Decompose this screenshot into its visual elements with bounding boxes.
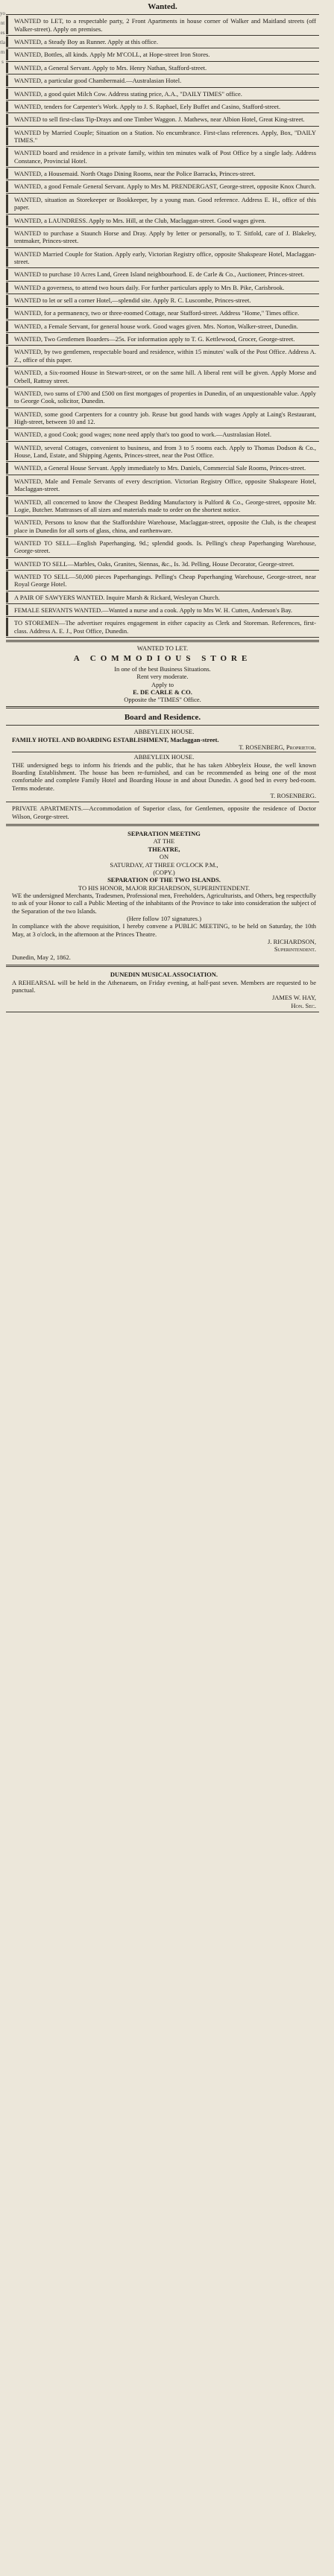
- wanted-ad-text: WANTED, a particular good Chambermaid.—Australasian Hotel.: [14, 77, 182, 85]
- wanted-ad: [6, 37, 319, 47]
- rule: [6, 35, 319, 36]
- wanted-ad-text: WANTED, a General House Servant. Apply immediately to Mrs. Daniels, Commercial Sale Rooms, Princes-street.: [14, 464, 306, 472]
- to-let-heading: WANTED TO LET.: [136, 644, 189, 653]
- wanted-ad-text: WANTED, some good Carpenters for a country job. Reuse but good hands with wages Apply at Laing's Restaurant, High-street, between 10 and 12.: [14, 410, 316, 425]
- rule: [6, 965, 319, 967]
- private-apartments-ad: [6, 803, 319, 822]
- rule: [6, 515, 319, 516]
- wanted-ad: [6, 409, 319, 428]
- wanted-ad: [6, 147, 319, 166]
- wanted-ad: [6, 321, 319, 331]
- wanted-ad-text: WANTED by Married Couple; Situation on a Station. No encumbrance. First-class references. Apply, Box, "DAILY TIMES.": [14, 128, 316, 144]
- rule: [6, 570, 319, 571]
- wanted-ad: [6, 49, 319, 60]
- wanted-ad: [6, 538, 319, 556]
- separation-body: WE the undersigned Merchants, Tradesmen, Professional men, Freeholders, Agriculturists, and Others, beg respectfully to ask of your Honor to call a Public Meeting of the inhabitants of the Province to take into consideration the subject of the Separation of the two Islands.: [12, 891, 316, 915]
- abbeyleix-proprietor: T. ROSENBERG, Proprietor.: [239, 743, 316, 751]
- rule: [6, 167, 319, 168]
- wanted-ad: [6, 308, 319, 318]
- wanted-ad-text: WANTED TO SELL—English Paperhanging, 9d.; splendid goods. Is. Pelling's cheap Paperhanging Warehouse, George-street.: [14, 539, 316, 555]
- wanted-ad-text: WANTED, a Female Servant, for general house work. Good wages given. Mrs. Norton, Walker-street, Dunedin.: [14, 322, 298, 330]
- wanted-ad: [6, 517, 319, 536]
- wanted-ad: [6, 618, 319, 636]
- wanted-ad: [6, 63, 319, 73]
- rule: [6, 461, 319, 462]
- wanted-ad: [6, 295, 319, 305]
- wanted-ad: [6, 249, 319, 267]
- wanted-ad-text: WANTED to purchase 10 Acres Land, Green Island neighbourhood. E. de Carle & Co., Auctioneer, Princes-street.: [14, 270, 305, 279]
- to-let-line: In one of the best Business Situations.: [114, 664, 211, 673]
- wanted-ad-text: WANTED, a good Female General Servant. Apply to Mrs M. PRENDERGAST, George-street, opposite Knox Church.: [14, 183, 316, 191]
- to-let-agent: E. DE CARLE & CO.: [133, 688, 192, 697]
- private-apartments-text: PRIVATE APARTMENTS.—Accommodation of Superior class, for Gentlemen, opposite the residence of Doctor Wilson, George-street.: [12, 805, 316, 820]
- rule: [6, 824, 319, 826]
- wanted-ad: [6, 127, 319, 146]
- separation-theatre: THEATRE,: [148, 845, 180, 853]
- abbeyleix-ad: [6, 726, 319, 801]
- wanted-ad-text: WANTED Married Couple for Station. Apply early, Victorian Registry office, opposite Shakspeare Hotel, Maclaggan-street.: [14, 250, 316, 265]
- wanted-ad-text: FEMALE SERVANTS WANTED.—Wanted a nurse and a cook. Apply to Mrs W. H. Cutten, Anderson's Bay.: [14, 606, 293, 615]
- wanted-ad-text: WANTED, a Steady Boy as Runner. Apply at this office.: [14, 38, 158, 46]
- wanted-ad: [6, 114, 319, 124]
- wanted-ad-text: WANTED board and residence in a private family, within ten minutes walk of Post Office by a single lady. Address Constance, Provincial Hotel.: [14, 149, 316, 165]
- wanted-ad-text: WANTED, for a permanency, two or three-roomed Cottage, near Stafford-street. Address "Home," Times office.: [14, 309, 300, 317]
- to-let-apply: Apply to: [151, 680, 174, 688]
- rule: [6, 345, 319, 346]
- wanted-ad: [6, 269, 319, 279]
- rule: [6, 87, 319, 88]
- rule: [6, 126, 319, 127]
- separation-title: SEPARATION MEETING: [127, 830, 201, 838]
- wanted-ad-text: WANTED, Two Gentlemen Boarders—25s. For information apply to T. G. Kettlewood, Grocer, George-street.: [14, 335, 295, 343]
- abbeyleix-name-2: ABBEYLEIX HOUSE.: [133, 753, 195, 761]
- wanted-ad-text: WANTED, situation as Storekeeper or Bookkeeper, by a young man. Good reference. Address E. H., office of this paper.: [14, 195, 316, 212]
- wanted-ad-text: WANTED to sell first-class Tip-Drays and one Timber Waggon. J. Mathews, near Albion Hotel, Great King-street.: [14, 115, 305, 124]
- wanted-ad-text: WANTED, a Housemaid. North Otago Dining Rooms, near the Police Barracks, Princes-street.: [14, 170, 256, 178]
- rule: [6, 214, 319, 215]
- wanted-ad-text: WANTED, Male and Female Servants of every description. Victorian Registry Office, opposite Shakspeare Hotel, Maclaggan-street.: [14, 477, 316, 493]
- wanted-ad-text: WANTED, several Cottages, convenient to business, and from 3 to 5 rooms each. Apply to Thomas Dodson & Co., House, Land, Estate, and Shipping Agents, Princes-street, near the Post Office.: [14, 443, 316, 460]
- wanted-ad-text: WANTED, Bottles, all kinds. Apply Mr M'COLL, at Hope-street Iron Stores.: [14, 51, 210, 59]
- to-let-title: A COMMODIOUS STORE: [73, 653, 252, 663]
- wanted-ad-text: WANTED a governess, to attend two hours daily. For further particulars apply to Mrs B. Pike, Carisbrook.: [14, 283, 285, 291]
- wanted-ad: [6, 592, 319, 603]
- musical-body: A REHEARSAL will be held in the Athenaeum, on Friday evening, at half-past seven. Members are requested to be punctual.: [12, 978, 316, 994]
- rule: [6, 226, 319, 227]
- rule: [6, 247, 319, 248]
- separation-on: ON: [159, 853, 169, 861]
- wanted-ad: [6, 168, 319, 179]
- wanted-ad-text: WANTED to LET, to a respectable party, 2 Front Apartments in house corner of Walker and Maitland streets (off Walker-street). Apply on premises.: [14, 17, 316, 33]
- wanted-ad-text: WANTED to purchase a Staunch Horse and Dray. Apply by letter or personally, to T. Sitfold, care of J. Blakeley, tentmaker, Princes-street.: [14, 229, 316, 245]
- abbeyleix-body: THE undersigned begs to inform his friends and the public, that he has taken Abbeyleix House, the well known Boarding Establishment. The house has been re-furnished, and can be recommended as being one of the most comfortable and complete Family Hotel and Boarding House in and about Dunedin. A good bed in every bed-room. Terms moderate.: [12, 761, 316, 792]
- wanted-ad: [6, 75, 319, 86]
- musical-role: Hon. Sec.: [291, 1001, 316, 1009]
- musical-title: DUNEDIN MUSICAL ASSOCIATION.: [110, 971, 218, 979]
- wanted-ad: [6, 228, 319, 247]
- wanted-ad-text: WANTED, a General Servant. Apply to Mrs. Henry Nathan, Stafford-street.: [14, 63, 207, 72]
- rule: [6, 495, 319, 496]
- musical-sign: JAMES W. HAY,: [271, 994, 316, 1002]
- rule: [6, 146, 319, 147]
- wanted-ad: [6, 463, 319, 473]
- separation-sign: J. RICHARDSON,: [268, 938, 316, 946]
- wanted-ad-text: WANTED to let or sell a corner Hotel,—splendid site. Apply R. C. Luscombe, Princes-street.: [14, 296, 251, 305]
- rule: [6, 281, 319, 282]
- to-let-rent: Rent very moderate.: [136, 673, 189, 681]
- wanted-ad-text: WANTED, a good Cook; good wages; none need apply that's too good to work.—Australasian Hotel.: [14, 431, 272, 439]
- rule: [6, 407, 319, 408]
- wanted-ad-text: WANTED, a LAUNDRESS. Apply to Mrs. Hill, at the Club, Maclaggan-street. Good wages given.: [14, 216, 266, 224]
- separation-meeting-ad: [6, 828, 319, 962]
- wanted-ad: [6, 346, 319, 365]
- wanted-ad-text: TO STOREMEN—The advertiser requires engagement in either capacity as Clerk and Storeman. References, first-class. Address A. E. J., Post Office, Dunedin.: [14, 619, 316, 635]
- rule: [6, 306, 319, 307]
- rule: [6, 725, 319, 726]
- wanted-ad-text: WANTED, by two gentlemen, respectable board and residence, within 15 minutes' walk of the Post Office. Address A. Z., office of this paper.: [14, 348, 316, 364]
- rule: [6, 557, 319, 558]
- rule: [6, 536, 319, 537]
- separation-role: Superintendent.: [274, 945, 316, 954]
- wanted-ad: [6, 194, 319, 213]
- wanted-ad-text: WANTED, Persons to know that the Staffordshire Warehouse, Maclaggan-street, opposite the Club, is the cheapest place in Dunedin for all sorts of glass, china, and earthenware.: [14, 518, 316, 534]
- section-heading-wanted: Wanted.: [148, 2, 177, 11]
- wanted-ad: [6, 16, 319, 34]
- abbeyleix-sign: T. ROSENBERG.: [270, 792, 316, 800]
- wanted-ad: [6, 101, 319, 112]
- rule: [6, 616, 319, 617]
- wanted-ad-text: WANTED, all concerned to know the Cheapest Bedding Manufactory is Pulford & Co., George-street, opposite Mr. Logie, Butcher. Mattrasses of all sizes and materials made to order on the shortest notice.: [14, 498, 316, 513]
- separation-to: TO HIS HONOR, MAJOR RICHARDSON, SUPERINTENDENT.: [78, 883, 250, 892]
- rule: [6, 332, 319, 333]
- newspaper-column: [6, 0, 319, 1013]
- wanted-ad-text: WANTED, a Six-roomed House in Stewart-street, or on the same hill. A liberal rent will be given. Apply Morse and Orbell, Rattray street.: [14, 369, 316, 384]
- wanted-ad-text: WANTED TO SELL—Marbles, Oaks, Granites, Siennas, &c., Is. 3d. Pelling, House Decorator, George-street.: [14, 559, 294, 568]
- separation-at-the: AT THE: [153, 837, 175, 846]
- wanted-ad: [6, 367, 319, 386]
- wanted-ad: [6, 429, 319, 440]
- rule: [6, 267, 319, 268]
- wanted-ad: [6, 476, 319, 495]
- rule: [6, 640, 319, 642]
- wanted-ad-text: WANTED TO SELL—50,000 pieces Paperhangings. Pelling's Cheap Paperhanging Warehouse, George-street, near Royal George Hotel.: [14, 573, 316, 589]
- wanted-ads: [6, 16, 319, 638]
- to-let-address: Opposite the "TIMES" Office.: [124, 696, 201, 704]
- separation-follow: (Here follow 107 signatures.): [126, 915, 202, 923]
- rule: [6, 61, 319, 62]
- rule: [6, 637, 319, 638]
- wanted-ad: [6, 442, 319, 461]
- wanted-ad-text: WANTED, two sums of £700 and £500 on first mortgages of properties in Dunedin, of an unquestionable value. Apply to George Cook, solicitor, Dunedin.: [14, 389, 316, 405]
- wanted-ad-text: WANTED, a good quiet Milch Cow. Address stating price, A.A., "DAILY TIMES" office.: [14, 89, 242, 98]
- wanted-ad-text: A PAIR OF SAWYERS WANTED. Inquire Marsh & Rickard, Wesleyan Church.: [14, 593, 220, 601]
- rule: [6, 112, 319, 113]
- abbeyleix-name: ABBEYLEIX HOUSE.: [133, 728, 195, 736]
- separation-compliance: In compliance with the above requisition, I hereby convene a PUBLIC MEETING, to be held on Saturday, the 10th May, at 3 o'clock, in the afternoon at the Princes Theatre.: [12, 922, 316, 938]
- rule: [6, 366, 319, 367]
- wanted-ad-text: WANTED, tenders for Carpenter's Work. Apply to J. S. Raphael, Eely Buffet and Casino, Stafford-street.: [14, 102, 281, 110]
- wanted-ad: [6, 89, 319, 99]
- wanted-ad: [6, 334, 319, 344]
- rule: [6, 706, 319, 708]
- wanted-ad: [6, 571, 319, 590]
- wanted-ad: [6, 559, 319, 569]
- wanted-ad: [6, 181, 319, 191]
- wanted-ad: [6, 605, 319, 615]
- margin-fragments: yontestlarns: [0, 10, 5, 65]
- separation-copy: (COPY.): [153, 868, 175, 876]
- rule: [6, 603, 319, 604]
- rule: [6, 100, 319, 101]
- wanted-ad: [6, 388, 319, 407]
- rule: [6, 14, 319, 15]
- rule: [6, 441, 319, 442]
- wanted-ad: [6, 215, 319, 226]
- rule: [6, 193, 319, 194]
- musical-association-ad: [6, 969, 319, 1011]
- wanted-ad: [6, 282, 319, 293]
- separation-date: SATURDAY, AT THREE O'CLOCK P.M.,: [110, 860, 218, 869]
- section-heading-board: Board and Residence.: [124, 712, 201, 722]
- separation-subtitle: SEPARATION OF THE TWO ISLANDS.: [107, 876, 221, 884]
- abbeyleix-family-hotel: FAMILY HOTEL AND BOARDING ESTABLISHMENT, Maclaggan-street.: [12, 735, 219, 743]
- separation-dateline: Dunedin, May 2, 1862.: [12, 953, 71, 961]
- wanted-ad: [6, 497, 319, 515]
